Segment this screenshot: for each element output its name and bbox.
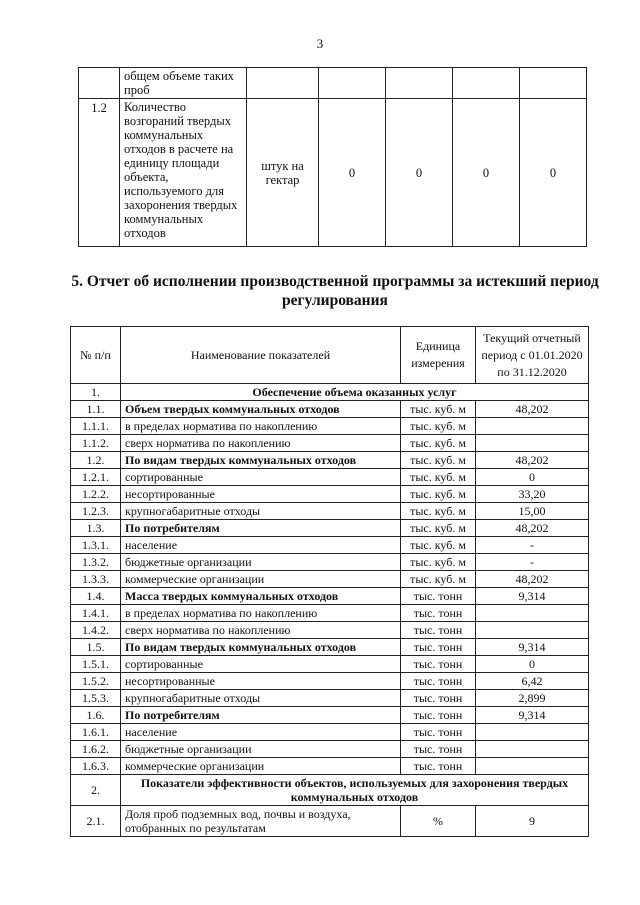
row-number: 2.1. [71,806,121,837]
table-row [71,503,589,520]
table-row [71,418,589,435]
row-value: 0 [520,99,587,247]
row-number: 1.5. [71,639,121,656]
row-value: - [476,554,589,571]
row-unit: тыс. тонн [401,605,476,622]
header-value: Текущий отчетный период с 01.01.2020 по 31.12.2020 [476,327,589,384]
section-title: 5. Отчет об исполнении производственной программы за истекший период регулирования [71,273,599,309]
row-unit: тыс. куб. м [401,418,476,435]
row-name: По потребителям [121,520,401,537]
header-num: № п/п [71,327,121,384]
table-row [71,690,589,707]
row-name: в пределах норматива по накоплению [121,418,401,435]
row-number: 1.5.2. [71,673,121,690]
row-unit: тыс. куб. м [401,520,476,537]
row-value: 2,899 [476,690,589,707]
row-number: 2. [71,775,121,806]
row-unit: тыс. тонн [401,656,476,673]
row-number: 1.6.2. [71,741,121,758]
continuation-table [78,67,587,247]
row-name: общем объеме таких проб [120,68,247,99]
row-value [453,68,520,99]
row-value: 9,314 [476,639,589,656]
row-name: Масса твердых коммунальных отходов [121,588,401,605]
row-number: 1.1.2. [71,435,121,452]
row-value: 0 [476,469,589,486]
row-value: 48,202 [476,401,589,418]
row-value: 6,42 [476,673,589,690]
row-unit: тыс. куб. м [401,571,476,588]
table-row [71,520,589,537]
row-value: 48,202 [476,571,589,588]
row-value [520,68,587,99]
table-header-row [71,327,589,384]
row-name: сортированные [121,469,401,486]
row-name: По видам твердых коммунальных отходов [121,452,401,469]
row-value [476,758,589,775]
row-unit: тыс. куб. м [401,554,476,571]
row-name: Доля проб подземных вод, почвы и воздуха, отобранных по результатам [121,806,401,837]
row-name: бюджетные организации [121,741,401,758]
table-row [71,656,589,673]
row-value: 0 [386,99,453,247]
row-unit: тыс. тонн [401,673,476,690]
row-name: население [121,724,401,741]
row-value: - [476,537,589,554]
row-number: 1. [71,384,121,401]
row-number: 1.6. [71,707,121,724]
row-unit: тыс. куб. м [401,469,476,486]
row-value [476,435,589,452]
row-unit: тыс. куб. м [401,537,476,554]
row-name: сортированные [121,656,401,673]
row-value: 48,202 [476,520,589,537]
row-number: 1.3. [71,520,121,537]
row-unit: тыс. куб. м [401,486,476,503]
table-row [71,384,589,401]
row-value [386,68,453,99]
table-row [71,588,589,605]
table-row [71,435,589,452]
row-value [476,724,589,741]
row-number: 1.2.3. [71,503,121,520]
section-heading: Показатели эффективности объектов, используемых для захоронения твердых коммунальных отходов [121,775,589,806]
row-value [476,741,589,758]
row-name: коммерческие организации [121,571,401,588]
row-unit: тыс. тонн [401,724,476,741]
row-number: 1.5.3. [71,690,121,707]
header-unit: Единица измерения [401,327,476,384]
row-unit: тыс. тонн [401,639,476,656]
row-value: 0 [476,656,589,673]
row-number: 1.1.1. [71,418,121,435]
row-name: сверх норматива по накоплению [121,435,401,452]
header-name: Наименование показателей [121,327,401,384]
row-unit: тыс. тонн [401,622,476,639]
row-unit: тыс. куб. м [401,435,476,452]
table-row [71,469,589,486]
row-number: 1.4.2. [71,622,121,639]
table-row [71,707,589,724]
row-name: население [121,537,401,554]
row-unit: тыс. тонн [401,690,476,707]
table-row [71,571,589,588]
production-program-table [70,326,589,837]
row-name: сверх норматива по накоплению [121,622,401,639]
table-row [71,775,589,806]
row-name: бюджетные организации [121,554,401,571]
row-unit: тыс. тонн [401,707,476,724]
row-number: 1.2.1. [71,469,121,486]
table-row [71,639,589,656]
row-number: 1.6.1. [71,724,121,741]
table-row [71,452,589,469]
row-number: 1.3.2. [71,554,121,571]
table-row [71,554,589,571]
row-unit: штук на гектар [247,99,319,247]
table-row [71,537,589,554]
row-value: 9,314 [476,588,589,605]
row-name: По потребителям [121,707,401,724]
row-name: несортированные [121,486,401,503]
row-name: крупногабаритные отходы [121,690,401,707]
table-row [71,401,589,418]
row-unit: тыс. тонн [401,588,476,605]
table-row [71,605,589,622]
row-value [319,68,386,99]
row-number [79,68,120,99]
table-row [71,741,589,758]
row-name: коммерческие организации [121,758,401,775]
row-value: 0 [319,99,386,247]
row-number: 1.5.1. [71,656,121,673]
row-number: 1.1. [71,401,121,418]
row-number: 1.4. [71,588,121,605]
table-row [71,486,589,503]
row-value [476,605,589,622]
row-unit: % [401,806,476,837]
row-name: крупногабаритные отходы [121,503,401,520]
row-unit [247,68,319,99]
row-unit: тыс. куб. м [401,503,476,520]
row-number: 1.3.1. [71,537,121,554]
row-number: 1.4.1. [71,605,121,622]
row-name: По видам твердых коммунальных отходов [121,639,401,656]
row-name: в пределах норматива по накоплению [121,605,401,622]
row-number: 1.2 [79,99,120,247]
row-value: 9,314 [476,707,589,724]
row-unit: тыс. куб. м [401,401,476,418]
table-row [71,673,589,690]
row-number: 1.6.3. [71,758,121,775]
table-row [71,622,589,639]
row-number: 1.2. [71,452,121,469]
row-number: 1.3.3. [71,571,121,588]
row-value [476,418,589,435]
row-value: 9 [476,806,589,837]
row-value [476,622,589,639]
row-name: Объем твердых коммунальных отходов [121,401,401,418]
row-unit: тыс. тонн [401,758,476,775]
row-unit: тыс. тонн [401,741,476,758]
row-name: Количество возгораний твердых коммунальных отходов в расчете на единицу площади объекта, используемого для захоронения твердых коммунальных отходов [120,99,247,247]
table-row [79,99,587,247]
row-value: 48,202 [476,452,589,469]
table-row [71,806,589,837]
table-row [71,724,589,741]
section-heading: Обеспечение объема оказанных услуг [121,384,589,401]
row-value: 0 [453,99,520,247]
row-value: 15,00 [476,503,589,520]
row-unit: тыс. куб. м [401,452,476,469]
row-name: несортированные [121,673,401,690]
table-row [79,68,587,99]
page-number: 3 [316,36,324,51]
row-number: 1.2.2. [71,486,121,503]
row-value: 33,20 [476,486,589,503]
table-row [71,758,589,775]
